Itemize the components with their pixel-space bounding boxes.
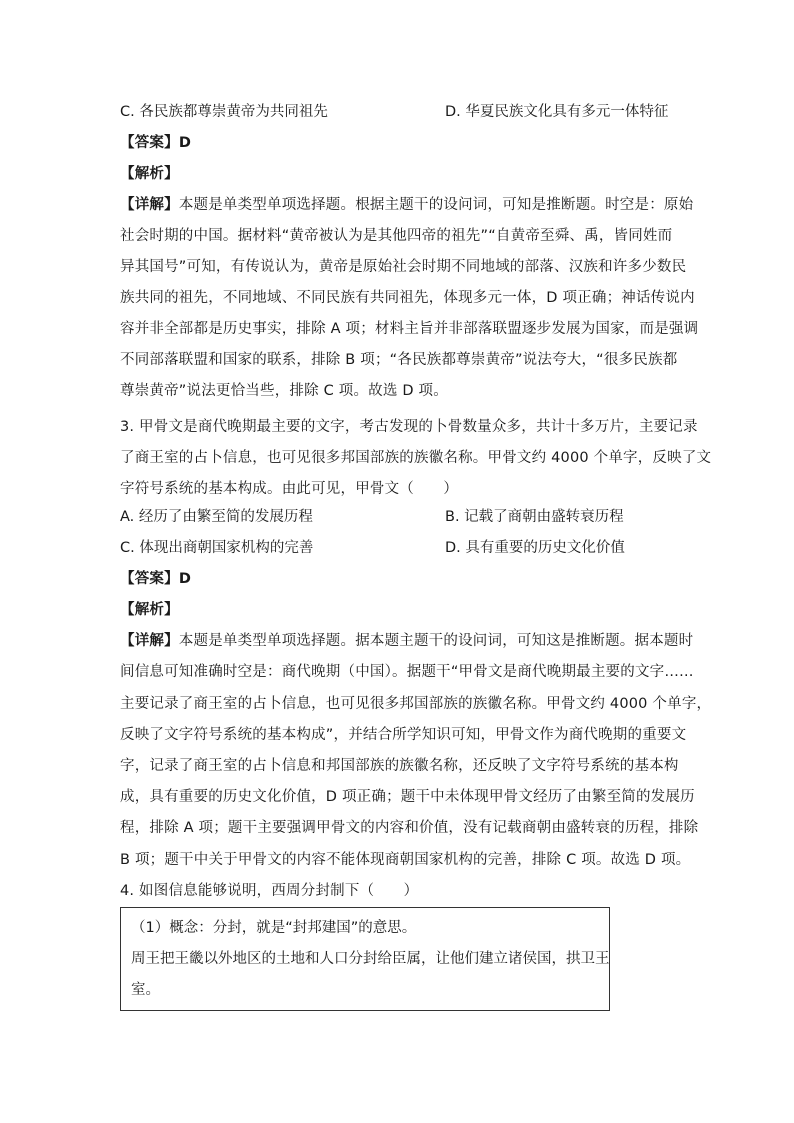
q3-detail-line: 成，具有重要的历史文化价值，D 项正确；题干中未体现甲骨文经历了由繁至简的发展历 [120, 789, 695, 805]
q4-material-box [120, 907, 610, 1011]
q2-answer-label: 【答案】 [120, 135, 179, 151]
q3-detail-text: 本题是单类型单项选择题。据本题主题干的设问词，可知这是推断题。据本题时 [178, 633, 694, 649]
q2-detail-label: 【详解】 [120, 197, 179, 213]
q2-option-d: D. 华夏民族文化具有多元一体特征 [445, 104, 669, 120]
q3-answer-label: 【答案】 [120, 571, 179, 587]
q4-box-line: 周王把王畿以外地区的土地和人口分封给臣属，让他们建立诸侯国，拱卫王 [131, 951, 610, 967]
q2-detail-line: 社会时期的中国。据材料“黄帝被认为是其他四帝的祖先”“自黄帝至舜、禹，皆同姓而 [120, 228, 673, 244]
q2-answer-value: D [178, 135, 192, 151]
q3-option-d: D. 具有重要的历史文化价值 [445, 540, 625, 556]
q3-stem-line: 字符号系统的基本构成。由此可见，甲骨文（ ） [120, 481, 459, 497]
q3-answer-value: D [178, 571, 192, 587]
q3-stem-line: 3. 甲骨文是商代晚期最主要的文字，考古发现的卜骨数量众多，共计十多万片，主要记录 [120, 419, 698, 435]
q3-detail-line: 反映了文字符号系统的基本构成”，并结合所学知识可知，甲骨文作为商代晚期的重要文 [120, 727, 687, 743]
q2-detail-line: 异其国号”可知，有传说认为，黄帝是原始社会时期不同地域的部落、汉族和许多少数民 [120, 259, 687, 275]
q3-answer [120, 564, 680, 595]
q2-detail-line: 不同部落联盟和国家的联系，排除 B 项；“各民族都尊崇黄帝”说法夸大，“很多民族都 [120, 352, 678, 368]
q4-stem: 4. 如图信息能够说明，西周分封制下（ ） [120, 883, 419, 899]
q3-detail-line: 主要记录了商王室的占卜信息，也可见很多邦国部族的族徽名称。甲骨文约 4000 个单字， [120, 696, 712, 712]
q2-option-c: C. 各民族都尊崇黄帝为共同祖先 [120, 104, 328, 120]
q2-detail-text: 本题是单类型单项选择题。根据主题干的设问词，可知是推断题。时空是：原始 [178, 197, 694, 213]
q3-option-a: A. 经历了由繁至简的发展历程 [120, 509, 313, 525]
q3-detail-line: 程，排除 A 项；题干主要强调甲骨文的内容和价值，没有记载商朝由盛转衰的历程，排除 [120, 820, 699, 836]
q2-detail-line: 族共同的祖先，不同地域、不同民族有共同祖先，体现多元一体，D 项正确；神话传说内 [120, 290, 695, 306]
q3-option-c: C. 体现出商朝国家机构的完善 [120, 540, 314, 556]
q2-analysis-label: 【解析】 [120, 166, 179, 182]
q2-detail-line: 尊崇黄帝”说法更恰当些，排除 C 项。故选 D 项。 [120, 383, 448, 399]
q3-analysis-label: 【解析】 [120, 602, 179, 618]
q2-detail-line: 容并非全部都是历史事实，排除 A 项；材料主旨并非部落联盟逐步发展为国家，而是强调 [120, 321, 699, 337]
q4-box-line: 室。 [131, 982, 160, 998]
q2-detail-line [120, 190, 694, 221]
q3-stem-line: 了商王室的占卜信息，也可见很多邦国部族的族徽名称。甲骨文约 4000 个单字，反映了文 [120, 450, 712, 466]
q3-detail-line [120, 626, 694, 657]
q3-detail-line: B 项；题干中关于甲骨文的内容不能体现商朝国家机构的完善，排除 C 项。故选 D 项。 [120, 852, 691, 868]
q3-detail-label: 【详解】 [120, 633, 179, 649]
q2-answer [120, 128, 680, 159]
q3-detail-line: 间信息可知准确时空是：商代晚期（中国）。据题干“甲骨文是商代晚期最主要的文字…… [120, 664, 694, 680]
q4-box-line: （1）概念：分封，就是“封邦建国”的意思。 [131, 920, 417, 936]
q3-detail-line: 字，记录了商王室的占卜信息和邦国部族的族徽名称，还反映了文字符号系统的基本构 [120, 758, 679, 774]
q3-option-b: B. 记载了商朝由盛转衰历程 [445, 509, 624, 525]
